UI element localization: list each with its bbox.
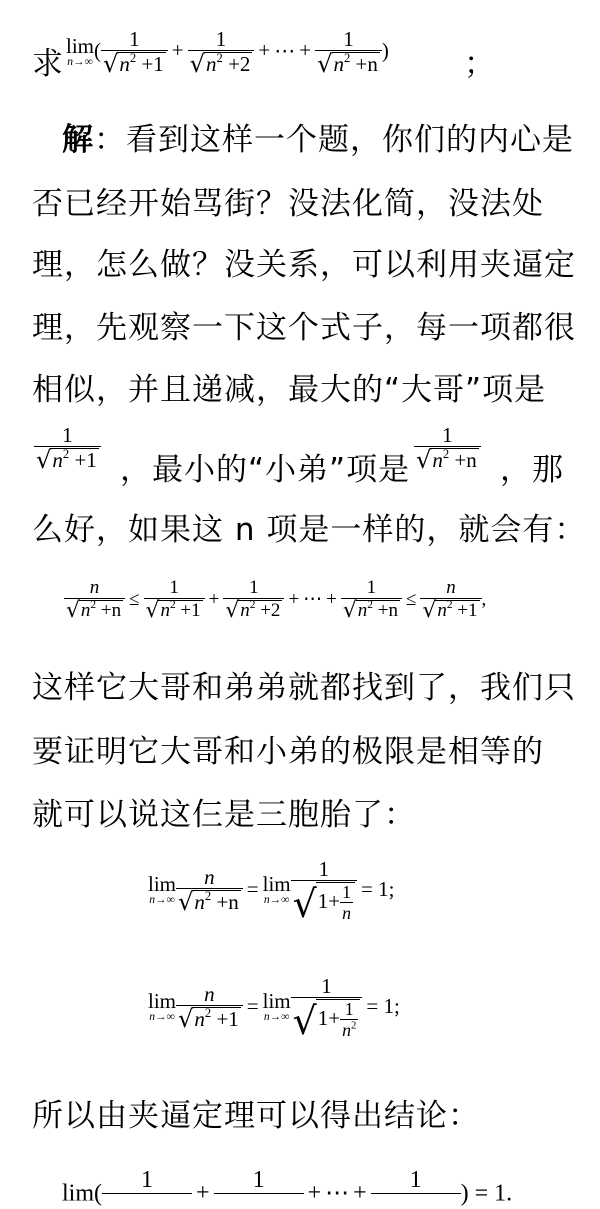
smallest-term-fraction: 1 √ $n^2 +n$ (414, 424, 481, 473)
problem-suffix: ； (464, 46, 496, 82)
conclusion-formula: lim( 1 + 1 + ⋯ + 1 ) = 1. (62, 1168, 512, 1209)
paragraph-line-10: 就可以说这仨是三胞胎了： (32, 797, 416, 833)
limit-operator: lim n→∞ (66, 34, 95, 69)
paragraph-line-6-end: ，那 (500, 452, 564, 488)
paragraph-line-2: 否已经开始骂街？没法化简，没法处 (32, 186, 544, 222)
problem-line (32, 44, 64, 84)
problem-formula: lim n→∞ ( 1 √ $n^2 +1$ + 1 √ $n^2 +2$ + ⋯ + 1 √ $n^2 +n$ ) (66, 27, 389, 79)
paragraph-line-1: 解：看到这样一个题，你们的内心是 (62, 122, 574, 158)
fraction-term-1: 1 √ $n^2 +1$ (101, 28, 168, 77)
paragraph-line-8: 这样它大哥和弟弟就都找到了，我们只 (32, 670, 576, 706)
paragraph-line-9: 要证明它大哥和小弟的极限是相等的 (32, 734, 544, 770)
fraction-term-n: 1 √ $n^2 +n$ (315, 28, 382, 77)
limit-equation-2: lim n→∞ n √ $n^2 +1$ = lim n→∞ 1 √ 1+ $\frac{1}{n^2}$ = 1; (148, 974, 400, 1043)
problem-prefix: 求 (32, 46, 64, 82)
paragraph-line-6-mid: ，最小的“小弟”项是 (120, 452, 411, 488)
limit-equation-1: lim n→∞ n √ $n^2 +n$ = lim n→∞ 1 √ 1+ $\frac{1}{n}$ = 1; (148, 857, 395, 926)
biggest-term-fraction: 1 √ $n^2 +1$ (34, 424, 101, 473)
fraction-term-2: 1 √ $n^2 +2$ (188, 28, 255, 77)
inequality-formula: n √ $n^2 +n$ ≤ 1 √ $n^2 +1$ + 1 √ $n^2 +2$ + ⋯ + 1 √ $n^2 +n$ ≤ n √ $n^2 +1$ , (66, 577, 487, 623)
solution-label: 解 (62, 122, 94, 158)
paragraph-line-11: 所以由夹逼定理可以得出结论： (32, 1098, 480, 1134)
paragraph-line-7: 么好，如果这 n 项是一样的，就会有： (32, 512, 587, 548)
paragraph-line-3: 理，怎么做？没关系，可以利用夹逼定 (32, 247, 576, 283)
paragraph-line-5: 相似，并且递减，最大的“大哥”项是 (32, 372, 547, 408)
paragraph-line-4: 理，先观察一下这个式子，每一项都很 (32, 310, 576, 346)
